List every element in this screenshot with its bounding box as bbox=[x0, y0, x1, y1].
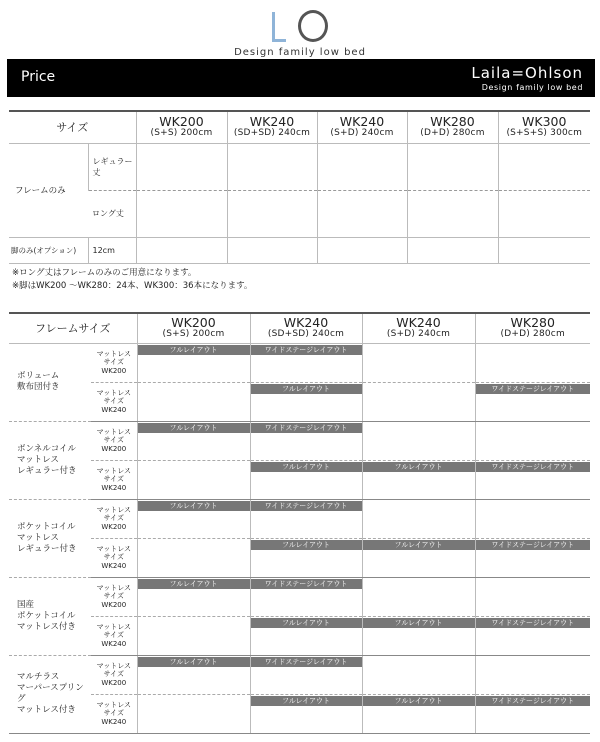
full-layout-bar: フルレイアウト bbox=[251, 618, 362, 628]
layout-cell bbox=[137, 616, 250, 655]
mattress-size-label: マットレス サイズ WK240 bbox=[91, 616, 137, 655]
layout-cell bbox=[475, 499, 590, 538]
price-title: Price bbox=[21, 69, 56, 85]
mattress-size-label: マットレス サイズ WK240 bbox=[91, 460, 137, 499]
frame-only-label: フレームのみ bbox=[9, 143, 88, 237]
mattress-size-label: マットレス サイズ WK200 bbox=[91, 343, 137, 382]
layout-cell bbox=[137, 382, 250, 421]
mattress-size-label: マットレス サイズ WK240 bbox=[91, 538, 137, 577]
layout-cell bbox=[137, 343, 250, 382]
wide-stage-layout-bar: ワイドステージレイアウト bbox=[251, 345, 362, 355]
brand-name: Laila=Ohlson bbox=[471, 64, 583, 82]
layout-cell bbox=[362, 538, 475, 577]
frame-col-header: WK240 (S+D) 240cm bbox=[362, 313, 475, 343]
bed-option-label: ボリューム 敷布団付き bbox=[9, 343, 91, 421]
layout-cell bbox=[137, 577, 250, 616]
layout-cell bbox=[250, 538, 362, 577]
bed-option-label: ボンネルコイル マットレス レギュラー付き bbox=[9, 421, 91, 499]
legs-only-label: 脚のみ(オプション) bbox=[9, 237, 88, 263]
wide-stage-layout-bar: ワイドステージレイアウト bbox=[251, 579, 362, 589]
bed-option-label: マルチラス マーパースプリング マットレス付き bbox=[9, 655, 91, 733]
note-line: ※ロング丈はフレームのみのご用意になります。 bbox=[12, 268, 197, 278]
wide-stage-layout-bar: ワイドステージレイアウト bbox=[476, 540, 591, 550]
price-cell bbox=[407, 143, 498, 190]
layout-cell bbox=[250, 421, 362, 460]
regular-length-label: レギュラー丈 bbox=[88, 143, 136, 190]
layout-cell bbox=[362, 499, 475, 538]
price-col-header: WK240 (S+D) 240cm bbox=[317, 111, 407, 143]
price-cell bbox=[498, 190, 590, 237]
full-layout-bar: フルレイアウト bbox=[138, 579, 250, 589]
price-cell bbox=[407, 190, 498, 237]
layout-cell bbox=[475, 382, 590, 421]
price-col-header: WK200 (S+S) 200cm bbox=[136, 111, 227, 143]
logo-letter-l bbox=[272, 12, 286, 42]
full-layout-bar: フルレイアウト bbox=[251, 540, 362, 550]
wide-stage-layout-bar: ワイドステージレイアウト bbox=[476, 618, 591, 628]
mattress-size-label: マットレス サイズ WK200 bbox=[91, 655, 137, 694]
price-cell bbox=[136, 143, 227, 190]
price-cell bbox=[136, 237, 227, 263]
layout-cell bbox=[250, 499, 362, 538]
price-table bbox=[9, 110, 590, 264]
wide-stage-layout-bar: ワイドステージレイアウト bbox=[251, 501, 362, 511]
layout-cell bbox=[137, 655, 250, 694]
mattress-size-label: マットレス サイズ WK240 bbox=[91, 694, 137, 733]
layout-cell bbox=[362, 577, 475, 616]
full-layout-bar: フルレイアウト bbox=[138, 423, 250, 433]
price-col-header: WK300 (S+S+S) 300cm bbox=[498, 111, 590, 143]
layout-cell bbox=[475, 694, 590, 733]
layout-cell bbox=[362, 616, 475, 655]
legs-size-label: 12cm bbox=[88, 237, 136, 263]
layout-cell bbox=[362, 655, 475, 694]
tagline: Design family low bed bbox=[234, 47, 366, 58]
layout-cell bbox=[137, 460, 250, 499]
brand-subtitle: Design family low bed bbox=[481, 83, 583, 92]
note-line: ※脚はWK200 〜WK280：24本、WK300：36本になります。 bbox=[12, 281, 253, 291]
price-cell bbox=[227, 237, 317, 263]
layout-cell bbox=[137, 538, 250, 577]
wide-stage-layout-bar: ワイドステージレイアウト bbox=[476, 384, 591, 394]
layout-cell bbox=[475, 460, 590, 499]
layout-cell bbox=[475, 421, 590, 460]
size-header: サイズ bbox=[9, 111, 136, 143]
frame-col-header: WK280 (D+D) 280cm bbox=[475, 313, 590, 343]
full-layout-bar: フルレイアウト bbox=[138, 345, 250, 355]
layout-cell bbox=[250, 694, 362, 733]
price-cell bbox=[498, 237, 590, 263]
logo-letter-o bbox=[298, 10, 328, 42]
layout-cell bbox=[362, 460, 475, 499]
layout-cell bbox=[362, 694, 475, 733]
price-cell bbox=[227, 190, 317, 237]
bed-option-label: ポケットコイル マットレス レギュラー付き bbox=[9, 499, 91, 577]
price-cell bbox=[317, 190, 407, 237]
bed-option-label: 国産 ポケットコイル マットレス付き bbox=[9, 577, 91, 655]
layout-cell bbox=[137, 694, 250, 733]
frame-col-header: WK200 (S+S) 200cm bbox=[137, 313, 250, 343]
layout-cell bbox=[362, 382, 475, 421]
layout-cell bbox=[475, 538, 590, 577]
layout-cell bbox=[362, 421, 475, 460]
long-length-label: ロング丈 bbox=[88, 190, 136, 237]
wide-stage-layout-bar: ワイドステージレイアウト bbox=[476, 462, 591, 472]
mattress-size-label: マットレス サイズ WK240 bbox=[91, 382, 137, 421]
notes bbox=[12, 267, 252, 293]
mattress-size-label: マットレス サイズ WK200 bbox=[91, 577, 137, 616]
layout-cell bbox=[475, 655, 590, 694]
layout-cell bbox=[250, 616, 362, 655]
price-col-header: WK280 (D+D) 280cm bbox=[407, 111, 498, 143]
layout-cell bbox=[250, 460, 362, 499]
price-header-bar bbox=[7, 59, 595, 97]
price-cell bbox=[498, 143, 590, 190]
layout-cell bbox=[137, 499, 250, 538]
full-layout-bar: フルレイアウト bbox=[251, 384, 362, 394]
mattress-size-label: マットレス サイズ WK200 bbox=[91, 499, 137, 538]
frame-size-table bbox=[9, 312, 590, 734]
price-cell bbox=[227, 143, 317, 190]
full-layout-bar: フルレイアウト bbox=[251, 462, 362, 472]
layout-cell bbox=[250, 343, 362, 382]
layout-cell bbox=[475, 616, 590, 655]
full-layout-bar: フルレイアウト bbox=[363, 462, 475, 472]
wide-stage-layout-bar: ワイドステージレイアウト bbox=[251, 657, 362, 667]
full-layout-bar: フルレイアウト bbox=[363, 540, 475, 550]
full-layout-bar: フルレイアウト bbox=[363, 696, 475, 706]
layout-cell bbox=[362, 343, 475, 382]
price-col-header: WK240 (SD+SD) 240cm bbox=[227, 111, 317, 143]
price-cell bbox=[407, 237, 498, 263]
wide-stage-layout-bar: ワイドステージレイアウト bbox=[251, 423, 362, 433]
layout-cell bbox=[475, 343, 590, 382]
full-layout-bar: フルレイアウト bbox=[138, 501, 250, 511]
price-cell bbox=[317, 237, 407, 263]
price-cell bbox=[317, 143, 407, 190]
layout-cell bbox=[137, 421, 250, 460]
logo bbox=[0, 2, 600, 58]
layout-cell bbox=[250, 382, 362, 421]
layout-cell bbox=[475, 577, 590, 616]
price-cell bbox=[136, 190, 227, 237]
logo-mark bbox=[272, 2, 328, 42]
frame-col-header: WK240 (SD+SD) 240cm bbox=[250, 313, 362, 343]
full-layout-bar: フルレイアウト bbox=[251, 696, 362, 706]
full-layout-bar: フルレイアウト bbox=[138, 657, 250, 667]
full-layout-bar: フルレイアウト bbox=[363, 618, 475, 628]
wide-stage-layout-bar: ワイドステージレイアウト bbox=[476, 696, 591, 706]
layout-cell bbox=[250, 577, 362, 616]
layout-cell bbox=[250, 655, 362, 694]
mattress-size-label: マットレス サイズ WK200 bbox=[91, 421, 137, 460]
frame-size-header: フレームサイズ bbox=[9, 313, 137, 343]
